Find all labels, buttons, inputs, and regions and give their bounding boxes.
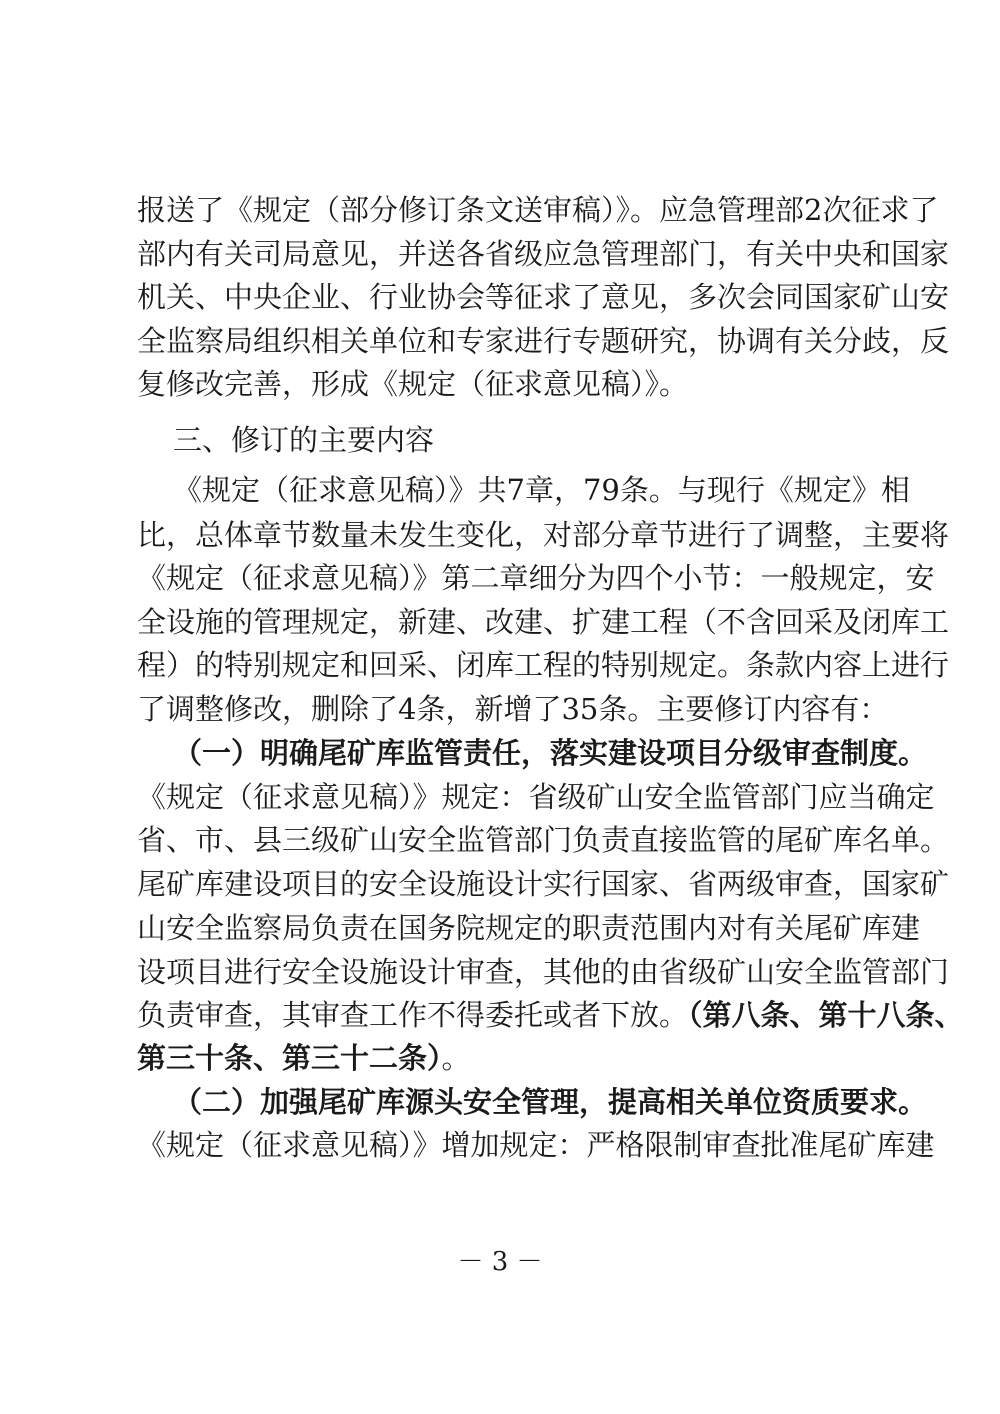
text-line [137,364,877,404]
text-line [137,602,950,642]
text-line [137,277,950,317]
text-segment: 尾矿库建设项目的安全设施设计实行国家、省两级审查，国家矿 [137,867,950,901]
text-segment: 《规定（征求意见稿）》增加规定：严格限制审查批准尾矿库建 [137,1128,935,1162]
text-segment: 《规定（征求意见稿）》规定：省级矿山安全监管部门应当确定 [137,780,935,814]
text-segment: 设项目进行安全设施设计审查，其他的由省级矿山安全监管部门 [137,955,950,989]
bold-text-segment: （二）加强尾矿库源头安全管理，提高相关单位资质要求。 [173,1085,928,1119]
text-line [137,190,939,230]
text-line [137,515,950,555]
text-segment: 机关、中央企业、行业协会等征求了意见，多次会同国家矿山安 [137,280,950,314]
text-segment: 《规定（征求意见稿）》第二章细分为四个小节：一般规定，安 [137,561,935,595]
text-line [137,420,877,460]
text-line [137,952,950,992]
text-segment: 全监察局组织相关单位和专家进行专题研究，协调有关分歧，反 [137,324,950,358]
text-segment: 省、市、县三级矿山安全监管部门负责直接监管的尾矿库名单。 [137,823,950,857]
bold-text-segment: 第三十条、第三十二条） [137,1041,442,1075]
text-line [137,733,928,773]
text-line [137,689,889,729]
text-line [137,558,935,598]
page-number: － 3 － [457,1247,543,1277]
text-line [137,321,950,361]
text-segment: 比，总体章节数量未发生变化，对部分章节进行了调整，主要将 [137,518,950,552]
text-segment: 山安全监察局负责在国务院规定的职责范围内对有关尾矿库建 [137,911,921,945]
text-segment: 报送了《规定（部分修订条文送审稿）》。应急管理部2次征求了 [137,193,939,227]
bold-text-segment: （一）明确尾矿库监管责任，落实建设项目分级审查制度。 [173,736,928,770]
text-segment: 复修改完善，形成《规定（征求意见稿）》。 [137,367,689,401]
text-segment: 三、修订的主要内容 [173,423,435,457]
text-segment: 程）的特别规定和回采、闭库工程的特别规定。条款内容上进行 [137,648,950,682]
bold-text-segment: （第八条、第十八条、 [688,998,964,1032]
text-line [137,1082,928,1122]
text-line [137,470,910,510]
text-segment: 全设施的管理规定，新建、改建、扩建工程（不含回采及闭库工 [137,605,950,639]
text-line [137,995,964,1035]
text-line [137,645,950,685]
text-segment: 部内有关司局意见，并送各省级应急管理部门，有关中央和国家 [137,237,950,271]
text-line [137,1038,877,1078]
text-line [137,1125,935,1165]
text-segment: 了调整修改，删除了4条，新增了35条。主要修订内容有： [137,692,889,726]
text-line [137,864,950,904]
text-line [137,234,950,274]
text-segment: 。 [441,1041,471,1075]
text-line [137,820,950,860]
text-line [137,777,935,817]
text-line [137,908,921,948]
text-segment: 《规定（征求意见稿）》共7章，79条。与现行《规定》相 [173,473,910,507]
text-segment: 负责审查，其审查工作不得委托或者下放。 [137,998,689,1032]
